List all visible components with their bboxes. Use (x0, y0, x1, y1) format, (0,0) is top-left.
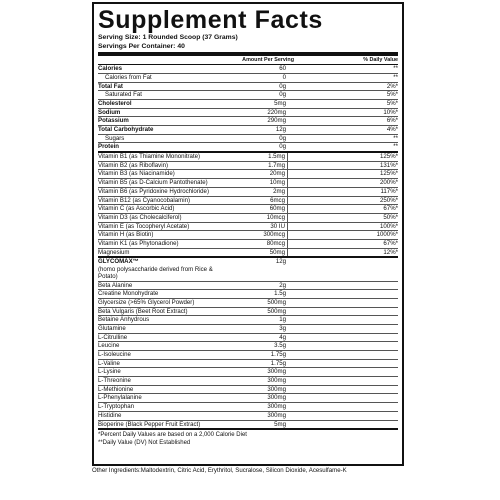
nutrient-amount: 220mg (267, 108, 286, 116)
ingredient-name: Betaine Anhydrous (98, 316, 150, 324)
glycomax-amount: 12g (275, 258, 286, 266)
nutrient-row (98, 143, 398, 153)
vitamin-row (98, 214, 398, 223)
vitamin-row (98, 205, 398, 214)
vitamin-row (98, 179, 398, 188)
vitamin-name: Vitamin D3 (as Cholecalciferol) (98, 213, 182, 221)
ingredient-name: Beta Vulgaris (Beet Root Extract) (98, 307, 188, 315)
nutrient-dv: ** (393, 143, 398, 151)
nutrient-row (98, 100, 398, 109)
supplement-facts-panel (92, 2, 404, 466)
vitamin-amount: 1.5mg (225, 153, 288, 161)
vitamin-amount: 80mcg (225, 240, 288, 248)
nutrient-dv: ** (393, 65, 398, 73)
ingredient-name: Beta Alanine (98, 281, 133, 289)
serving-size: Serving Size: 1 Rounded Scoop (37 Grams) (98, 34, 238, 41)
ingredient-amount: 300mg (267, 377, 286, 385)
glycomax-row (98, 258, 398, 281)
vitamin-name: Vitamin C (as Ascorbic Acid) (98, 205, 175, 213)
ingredient-section (98, 282, 398, 431)
nutrient-dv: 5%* (386, 91, 398, 99)
ingredient-amount: 300mg (267, 385, 286, 393)
ingredient-row (98, 282, 398, 291)
nutrient-amount: 5mg (274, 99, 286, 107)
ingredient-row (98, 412, 398, 421)
nutrient-amount: 0 (282, 73, 286, 81)
nutrient-row (98, 135, 398, 144)
ingredient-row (98, 386, 398, 395)
vitamin-row (98, 249, 398, 259)
nutrient-dv: 5%* (386, 99, 398, 107)
vitamin-dv: 125%* (380, 153, 398, 161)
ingredient-amount: 300mg (267, 411, 286, 419)
ingredient-row (98, 368, 398, 377)
ingredient-name: L-Phenylalanine (98, 394, 142, 402)
vitamin-dv: 67%* (383, 239, 398, 247)
vitamin-dv: 12%* (383, 248, 398, 256)
vitamin-name: Vitamin E (as Tocopheryl Acetate) (98, 222, 190, 230)
nutrient-row (98, 65, 398, 74)
servings-per-container: Servings Per Container: 40 (98, 42, 185, 50)
vitamin-dv: 117%* (380, 187, 398, 195)
vitamin-row (98, 231, 398, 240)
ingredient-name: L-Tryptophan (98, 403, 135, 411)
vitamin-row (98, 240, 398, 249)
ingredient-row (98, 421, 398, 431)
nutrient-row (98, 117, 398, 126)
nutrient-name: Total Fat (98, 82, 123, 90)
ingredient-row (98, 316, 398, 325)
footnotes (98, 432, 398, 447)
vitamin-row (98, 197, 398, 206)
vitamin-section (98, 153, 398, 258)
nutrient-name: Protein (98, 143, 119, 151)
vitamin-name: Vitamin K1 (as Phytonadione) (98, 239, 179, 247)
vitamin-row (98, 153, 398, 162)
nutrient-row (98, 126, 398, 135)
vitamin-dv: 1000%* (376, 231, 398, 239)
glycomax-name: GLYCOMAX™ (98, 258, 139, 266)
ingredient-amount: 1g (279, 316, 286, 324)
vitamin-dv: 200%* (380, 179, 398, 187)
vitamin-name: Vitamin B1 (as Thiamine Mononitrate) (98, 153, 201, 161)
ingredient-row (98, 290, 398, 299)
nutrient-name: Sugars (105, 134, 125, 142)
footnote-daily-values: *Percent Daily Values are based on a 2,000 Calorie Diet (98, 432, 247, 439)
vitamin-row (98, 170, 398, 179)
nutrient-amount: 0g (279, 143, 286, 151)
ingredient-amount: 500mg (267, 298, 286, 306)
vitamin-dv: 100%* (380, 222, 398, 230)
ingredient-amount: 300mg (267, 403, 286, 411)
ingredient-row (98, 377, 398, 386)
vitamin-name: Vitamin B6 (as Pyridoxine Hydrochloride) (98, 187, 209, 195)
ingredient-amount: 300mg (267, 394, 286, 402)
ingredient-name: Creatine Monohydrate (98, 290, 159, 298)
ingredient-amount: 300mg (267, 368, 286, 376)
vitamin-name: Vitamin H (as Biotin) (98, 231, 154, 239)
nutrient-row (98, 91, 398, 100)
nutrient-name: Potassium (98, 117, 129, 125)
ingredient-amount: 500mg (267, 307, 286, 315)
nutrient-row (98, 109, 398, 118)
ingredient-name: Leucine (98, 342, 120, 350)
nutrient-amount: 290mg (267, 117, 286, 125)
nutrient-name: Saturated Fat (105, 91, 142, 99)
column-header (98, 56, 398, 65)
ingredient-row (98, 334, 398, 343)
nutrient-name: Cholesterol (98, 99, 132, 107)
ingredient-name: Glycersize (>65% Glycerol Powder) (98, 298, 195, 306)
ingredient-row (98, 299, 398, 308)
nutrient-amount: 0g (279, 91, 286, 99)
ingredient-name: Histidine (98, 411, 122, 419)
vitamin-amount: 60mg (225, 205, 288, 213)
vitamin-amount: 10mcg (225, 214, 288, 222)
vitamin-row (98, 223, 398, 232)
footnote-not-established: **Daily Value (DV) Not Established (98, 439, 191, 446)
dv-header: % Daily Value (363, 57, 398, 64)
ingredient-amount: 1.75g (270, 351, 286, 359)
nutrient-name: Sodium (98, 108, 121, 116)
nutrient-amount: 12g (275, 126, 286, 133)
nutrient-dv: 4%* (386, 126, 398, 133)
ingredient-row (98, 342, 398, 351)
vitamin-row (98, 162, 398, 171)
ingredient-row (98, 394, 398, 403)
vitamin-dv: 131%* (380, 161, 398, 169)
ingredient-amount: 2g (279, 281, 286, 289)
vitamin-name: Vitamin B2 (as Riboflavin) (98, 161, 168, 169)
ingredient-row (98, 325, 398, 334)
vitamin-amount: 10mg (225, 179, 288, 187)
nutrient-name: Calories from Fat (105, 73, 152, 81)
nutrient-row (98, 74, 398, 83)
vitamin-name: Vitamin B3 (as Niacinamide) (98, 170, 175, 178)
ingredient-amount: 3g (279, 324, 286, 332)
vitamin-row (98, 188, 398, 197)
vitamin-name: Magnesium (98, 248, 130, 256)
ingredient-amount: 5mg (274, 420, 286, 428)
vitamin-amount: 1.7mg (225, 162, 288, 170)
ingredient-name: L-Isoleucine (98, 351, 131, 359)
nutrient-amount: 0g (279, 134, 286, 142)
ingredient-name: L-Lysine (98, 368, 121, 376)
macronutrient-section (98, 65, 398, 153)
nutrient-name: Total Carbohydrate (98, 126, 154, 133)
vitamin-name: Vitamin B12 (as Cyanocobalamin) (98, 196, 191, 204)
ingredient-amount: 1.75g (270, 359, 286, 367)
nutrient-dv: 2%* (386, 82, 398, 90)
nutrient-row (98, 83, 398, 92)
amount-header: Amount Per Serving (242, 57, 294, 64)
ingredient-name: L-Citrulline (98, 333, 128, 341)
ingredient-name: Glutamine (98, 324, 126, 332)
nutrient-dv: ** (393, 73, 398, 81)
nutrient-name: Calories (98, 65, 123, 73)
vitamin-dv: 67%* (383, 205, 398, 213)
vitamin-amount: 6mcg (225, 197, 288, 205)
vitamin-amount: 50mg (225, 249, 288, 257)
ingredient-name: L-Valine (98, 359, 120, 367)
nutrient-dv: 6%* (386, 117, 398, 125)
ingredient-row (98, 360, 398, 369)
ingredient-amount: 1.5g (274, 290, 286, 298)
vitamin-dv: 125%* (380, 170, 398, 178)
vitamin-amount: 30 IU (225, 223, 288, 231)
ingredient-amount: 3.5g (274, 342, 286, 350)
vitamin-name: Vitamin B5 (as D-Calcium Pantothenate) (98, 179, 208, 187)
vitamin-amount: 20mg (225, 170, 288, 178)
vitamin-dv: 50%* (383, 213, 398, 221)
vitamin-amount: 300mcg (225, 231, 288, 239)
vitamin-amount: 2mg (225, 188, 288, 196)
nutrient-amount: 0g (279, 82, 286, 90)
ingredient-row (98, 403, 398, 412)
ingredient-name: Bioperine (Black Pepper Fruit Extract) (98, 420, 201, 428)
ingredient-name: L-Methionine (98, 385, 134, 393)
ingredient-amount: 4g (279, 333, 286, 341)
glycomax-description: (homo polysaccharide derived from Rice & Potato) (98, 265, 213, 281)
nutrient-dv: 10%* (383, 108, 398, 116)
nutrient-amount: 60 (279, 65, 286, 73)
vitamin-dv: 250%* (380, 196, 398, 204)
ingredient-row (98, 351, 398, 360)
nutrient-dv: ** (393, 134, 398, 142)
ingredient-row (98, 308, 398, 317)
ingredient-name: L-Threonine (98, 377, 131, 385)
panel-title: Supplement Facts (98, 6, 323, 34)
other-ingredients: Other Ingredients:Maltodextrin, Citric Acid, Erythritol, Sucralose, Silicon Dioxide, Acesulfame-K (92, 467, 347, 474)
